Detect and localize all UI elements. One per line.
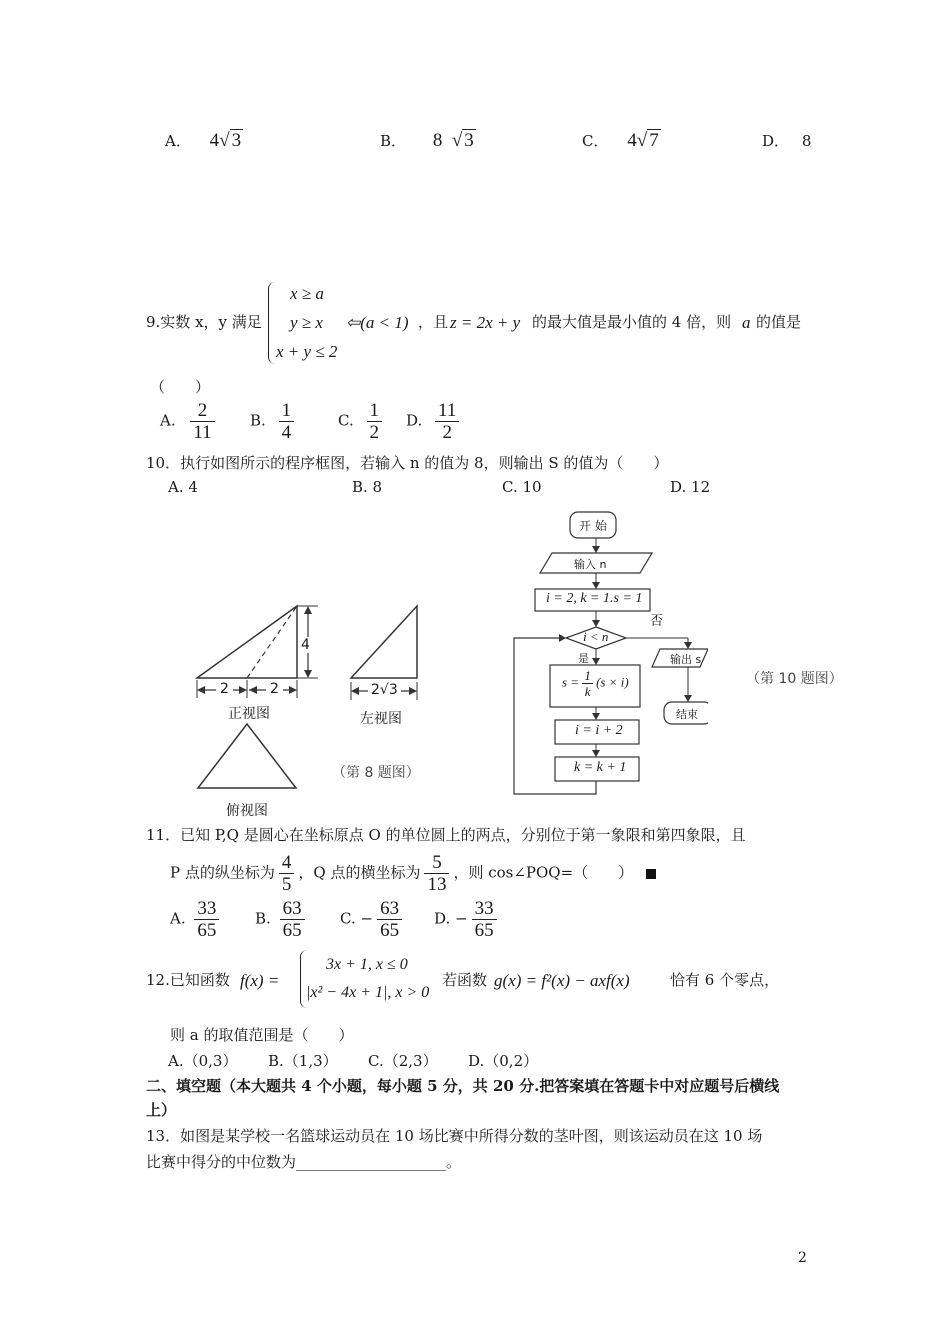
q10-option-a: A. 4 (168, 478, 198, 496)
q13-line2: 比赛中得分的中位数为____________________。 (146, 1153, 462, 1171)
q8-option-b: B． 8 √ 3 (380, 130, 474, 151)
top-view-label: 俯视图 (226, 803, 268, 819)
top-view-triangle (198, 724, 296, 788)
q12-f: f(x) = (240, 971, 280, 990)
q9-blank: （ ） (150, 378, 211, 396)
q11-line2: P 点的纵坐标为 $\frac{4}{5}$ ，Q 点的横坐标为 $\frac{5}{13}$ ，则 cos∠POQ=（ ） (170, 852, 656, 895)
q10-option-d: D. 12 (670, 478, 711, 496)
q11-option-c: C. − $\frac{63}{65}$ (340, 898, 406, 941)
q9-option-a: A. $\frac{2}{11}$ (160, 400, 219, 443)
q10-option-c: C. 10 (502, 478, 542, 496)
page-number: 2 (798, 1250, 807, 1266)
q12-suffix: 恰有 6 个零点， (670, 971, 780, 989)
q9-condition: ⇦(a < 1) (346, 313, 409, 332)
q11-option-b: B. $\frac{63}{65}$ (255, 898, 309, 941)
left-view-label: 左视图 (360, 711, 402, 727)
q9-constraint-2: y ≥ x (290, 313, 323, 332)
flow-calc-label: s = $\frac{1}{k}$ (s × i) (562, 668, 629, 699)
q12-mid: 若函数 (442, 971, 488, 989)
q9-brace (268, 282, 275, 364)
front-view-label: 正视图 (228, 706, 270, 722)
flow-init-label: i = 2, k = 1.s = 1 (546, 591, 643, 606)
q12-option-b: B.（1,3） (268, 1052, 338, 1070)
dim-label-2b: 2 (266, 681, 283, 697)
q12-option-c: C.（2,3） (368, 1052, 438, 1070)
q10-text: 10．执行如图所示的程序框图，若输入 n 的值为 8，则输出 S 的值为（ ） (146, 454, 669, 472)
q9-option-b: B. $\frac{1}{4}$ (250, 400, 298, 443)
q9-mid1: ，且 (418, 313, 449, 331)
q8-option-a: A． 4√ 3 (165, 130, 242, 151)
q11-option-a: A. $\frac{33}{65}$ (170, 898, 223, 941)
figure-8-three-views (180, 596, 470, 826)
q9-option-c: C. $\frac{1}{2}$ (338, 400, 386, 443)
q12-option-d: D.（0,2） (468, 1052, 539, 1070)
q12-case1: 3x + 1, x ≤ 0 (326, 956, 408, 973)
q9-expression: z = 2x + y (450, 313, 521, 332)
section-2-title-cont: 上） (146, 1101, 177, 1119)
q9-suffix: 的值是 (756, 313, 802, 331)
figure-8-caption: （第 8 题图） (332, 765, 420, 781)
save-icon (646, 869, 656, 879)
q8-option-d: D． 8 (762, 132, 812, 150)
q9-option-d: D. $\frac{11}{2}$ (406, 400, 463, 443)
front-view-triangle (197, 606, 297, 678)
q9-mid2: 的最大值是最小值的 4 倍，则 (532, 313, 732, 331)
flow-yes-label: 是 (578, 652, 589, 665)
q8-option-c: C． 4√ 7 (582, 130, 659, 151)
dim-label-2a: 2 (216, 681, 233, 697)
q12-prefix: 12.已知函数 (146, 971, 230, 989)
q9-constraint-1: x ≥ a (290, 284, 324, 303)
flow-start-label: 开 始 (579, 519, 607, 533)
flow-inc-k-label: k = k + 1 (574, 760, 627, 775)
q12-option-a: A.（0,3） (168, 1052, 238, 1070)
flow-inc-i-label: i = i + 2 (575, 723, 623, 738)
q12-g: g(x) = f²(x) − axf(x) (494, 971, 630, 990)
q9-constraint-3: x + y ≤ 2 (276, 342, 338, 361)
q12-case2: |x² − 4x + 1|, x > 0 (306, 984, 430, 1001)
q11-option-d: D. − $\frac{33}{65}$ (434, 898, 501, 941)
q13-line1: 13．如图是某学校一名篮球运动员在 10 场比赛中所得分数的茎叶图，则该运动员在这 10 场 (146, 1127, 763, 1145)
q9-prefix: 9.实数 x，y 满足 (146, 313, 262, 331)
flow-input-label: 输入 n (574, 558, 607, 571)
dim-label-4: 4 (301, 637, 310, 653)
flow-end-label: 结束 (676, 708, 698, 721)
q12-line2: 则 a 的取值范围是（ ） (170, 1026, 354, 1044)
front-view-dashed-edge (247, 606, 297, 678)
left-view-triangle (351, 606, 417, 678)
flow-output-label: 输出 s (670, 653, 702, 666)
q11-line1: 11．已知 P,Q 是圆心在坐标原点 O 的单位圆上的两点，分别位于第一象限和第四象限，且 (146, 826, 746, 844)
dim-label-2sqrt3: 2√3 (368, 682, 401, 698)
flow-no-label: 否 (650, 614, 664, 629)
figure-10-caption: （第 10 题图） (746, 671, 843, 687)
section-2-title: 二、填空题（本大题共 4 个小题，每小题 5 分，共 20 分.把答案填在答题卡中对应题号后横线 (146, 1077, 780, 1095)
flow-condition-label: i < n (583, 629, 609, 644)
q10-option-b: B. 8 (352, 478, 383, 496)
q9-var: a (742, 313, 751, 332)
